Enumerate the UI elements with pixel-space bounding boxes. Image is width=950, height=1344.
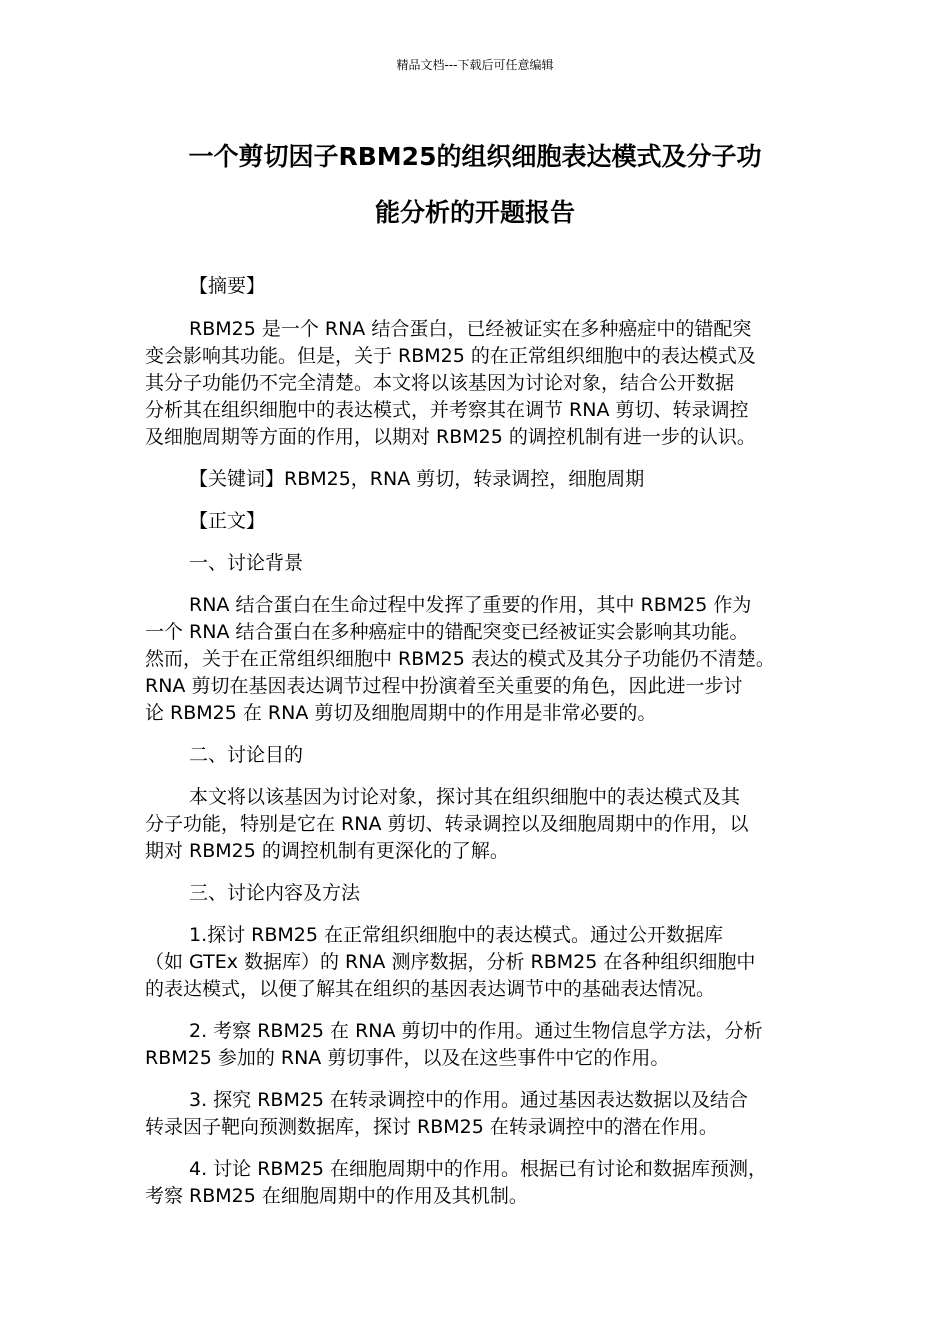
section-heading-background: 一、讨论背景	[189, 552, 304, 574]
item3-line: 转录因子靶向预测数据库，探讨 RBM25 在转录调控中的潜在作用。	[145, 1116, 718, 1138]
item4-line: 4. 讨论 RBM25 在细胞周期中的作用。根据已有讨论和数据库预测，	[189, 1158, 768, 1180]
section1-line: 然而，关于在正常组织细胞中 RBM25 表达的模式及其分子功能仍不清楚。	[145, 648, 775, 670]
item3-line: 3. 探究 RBM25 在转录调控中的作用。通过基因表达数据以及结合	[189, 1089, 749, 1111]
abstract-heading: 【摘要】	[189, 275, 266, 297]
section2-line: 分子功能，特别是它在 RNA 剪切、转录调控以及细胞周期中的作用，以	[145, 813, 749, 835]
abstract-line: 变会影响其功能。但是，关于 RBM25 的在正常组织细胞中的表达模式及	[145, 345, 756, 367]
abstract-line: 及细胞周期等方面的作用，以期对 RBM25 的调控机制有进一步的认识。	[145, 426, 756, 448]
item1-line: 1.探讨 RBM25 在正常组织细胞中的表达模式。通过公开数据库	[189, 924, 724, 946]
abstract-line: RBM25 是一个 RNA 结合蛋白，已经被证实在多种癌症中的错配突	[189, 318, 752, 340]
item2-line: 2. 考察 RBM25 在 RNA 剪切中的作用。通过生物信息学方法，分析	[189, 1020, 763, 1042]
section1-line: 论 RBM25 在 RNA 剪切及细胞周期中的作用是非常必要的。	[145, 702, 657, 724]
abstract-line: 分析其在组织细胞中的表达模式，并考察其在调节 RNA 剪切、转录调控	[145, 399, 749, 421]
section-heading-methods: 三、讨论内容及方法	[189, 882, 361, 904]
item2-line: RBM25 参加的 RNA 剪切事件，以及在这些事件中它的作用。	[145, 1047, 670, 1069]
document-title-line-1: 一个剪切因子RBM25的组织细胞表达模式及分子功	[188, 142, 762, 171]
item1-line: 的表达模式，以便了解其在组织的基因表达调节中的基础表达情况。	[145, 978, 716, 1000]
page-header: 精品文档---下载后可任意编辑	[396, 58, 554, 72]
section1-line: RNA 剪切在基因表达调节过程中扮演着至关重要的角色，因此进一步讨	[145, 675, 743, 697]
keywords-line: 【关键词】RBM25，RNA 剪切，转录调控，细胞周期	[189, 468, 645, 490]
section2-line: 期对 RBM25 的调控机制有更深化的了解。	[145, 840, 509, 862]
item1-line: （如 GTEx 数据库）的 RNA 测序数据，分析 RBM25 在各种组织细胞中	[145, 951, 756, 973]
section1-line: 一个 RNA 结合蛋白在多种癌症中的错配突变已经被证实会影响其功能。	[145, 621, 749, 643]
section1-line: RNA 结合蛋白在生命过程中发挥了重要的作用，其中 RBM25 作为	[189, 594, 752, 616]
document-title-line-2: 能分析的开题报告	[374, 198, 575, 227]
section2-line: 本文将以该基因为讨论对象，探讨其在组织细胞中的表达模式及其	[189, 786, 741, 808]
item4-line: 考察 RBM25 在细胞周期中的作用及其机制。	[145, 1185, 528, 1207]
section-heading-purpose: 二、讨论目的	[189, 744, 304, 766]
abstract-line: 其分子功能仍不完全清楚。本文将以该基因为讨论对象，结合公开数据	[145, 372, 735, 394]
main-heading: 【正文】	[189, 510, 266, 532]
